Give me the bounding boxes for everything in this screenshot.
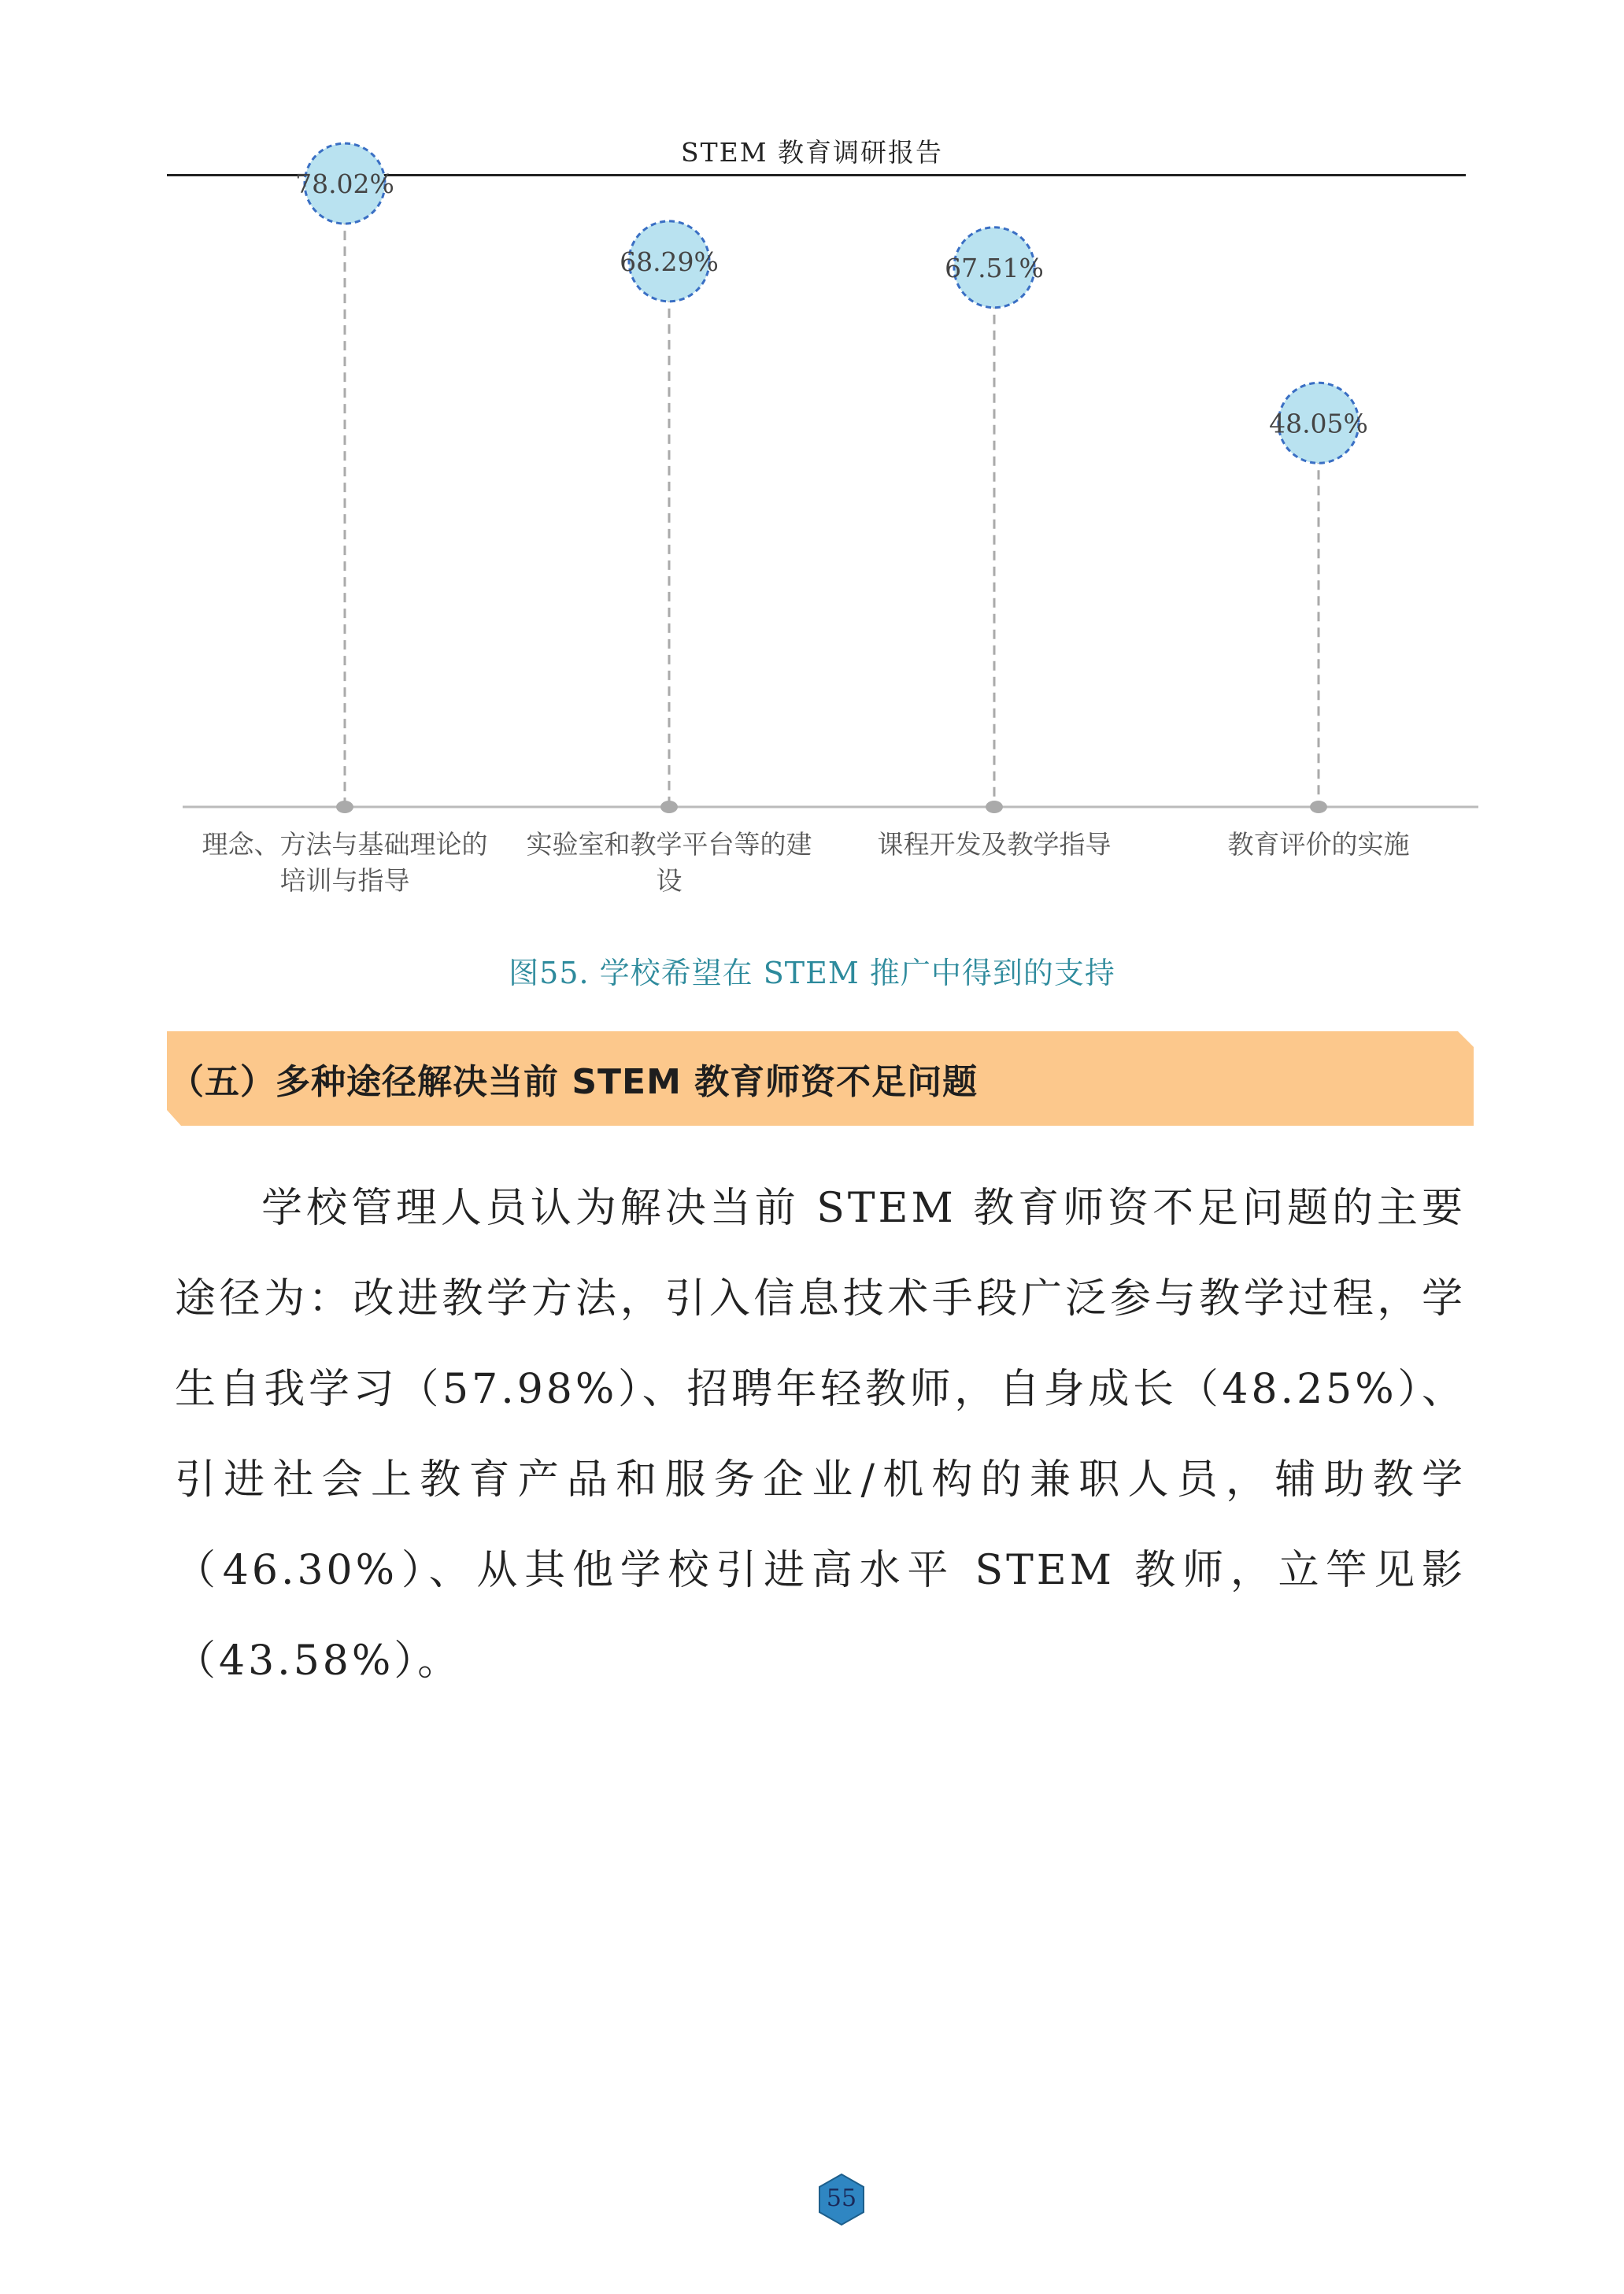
figure-caption: 图55. 学校希望在 STEM 推广中得到的支持 [509, 956, 1115, 990]
category-label-line: 设 [656, 865, 683, 896]
lollipop-chart [0, 0, 1624, 929]
section-title: （五）多种途径解决当前 STEM 教育师资不足问题 [169, 1062, 978, 1102]
category-label [512, 827, 827, 899]
value-label: 48.05% [1269, 408, 1368, 439]
category-label [187, 827, 502, 899]
axis-marker-dot [336, 801, 353, 813]
category-label-line: 课程开发及教学指导 [877, 829, 1112, 860]
category-label-line: 理念、方法与基础理论的 [202, 829, 488, 860]
category-label-line: 教育评价的实施 [1227, 829, 1410, 860]
category-label-line: 实验室和教学平台等的建 [526, 829, 812, 860]
category-label [837, 827, 1152, 863]
axis-marker-dot [986, 801, 1003, 813]
category-label-line: 培训与指导 [279, 865, 410, 896]
value-label: 78.02% [295, 168, 394, 200]
category-label [1161, 827, 1476, 863]
body-paragraph: 学校管理人员认为解决当前 STEM 教育师资不足问题的主要途径为：改进教学方法，引入信息技术手段广泛参与教学过程，学生自我学习（57.98%）、招聘年轻教师，自身成长（48.25%）、引进社会上教育产品和服务企业/机构的兼职人员，辅助教学（46.30%）、从其他学校引进高水平 STEM 教师，立竿见影（43.58%）。 [175, 1185, 1466, 1685]
axis-marker-dot [660, 801, 678, 813]
value-label: 67.51% [945, 252, 1044, 283]
axis-marker-dot [1310, 801, 1327, 813]
value-label: 68.29% [620, 246, 719, 277]
running-header: STEM 教育调研报告 [681, 137, 943, 168]
page-number: 55 [826, 2185, 857, 2212]
